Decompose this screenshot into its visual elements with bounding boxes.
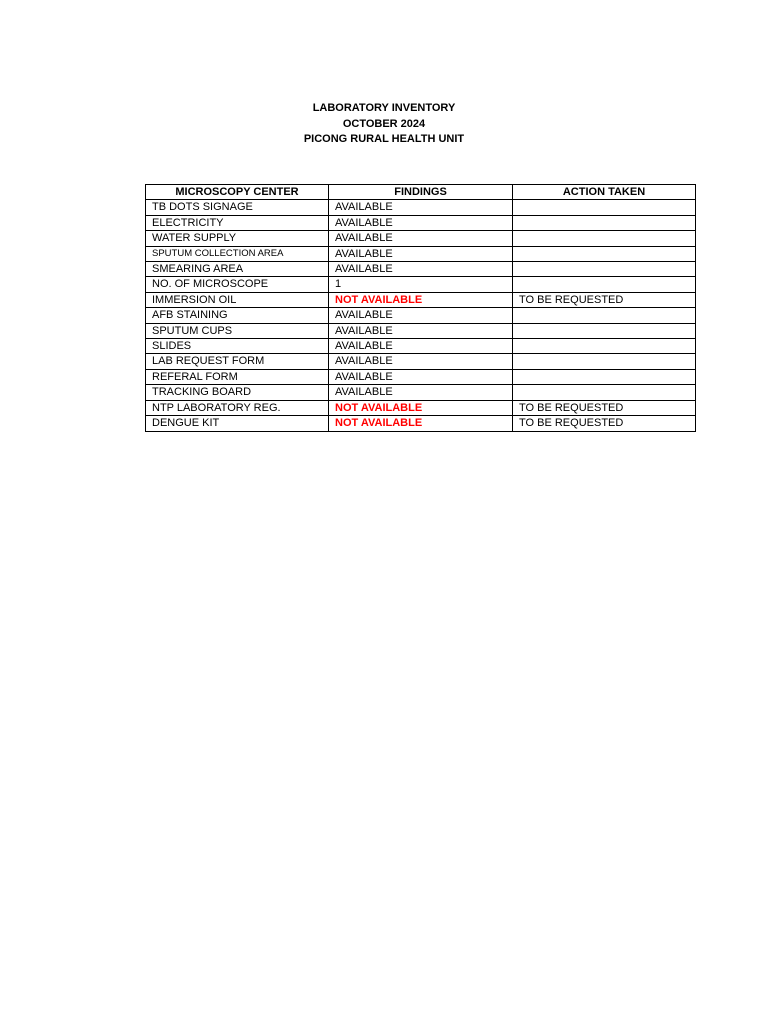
finding-cell: AVAILABLE [329, 262, 513, 277]
finding-cell: AVAILABLE [329, 323, 513, 338]
action-cell [513, 215, 696, 230]
action-cell [513, 369, 696, 384]
item-cell: SPUTUM COLLECTION AREA [146, 246, 329, 261]
finding-cell: AVAILABLE [329, 215, 513, 230]
table-row [146, 215, 696, 230]
item-cell: DENGUE KIT [146, 416, 329, 431]
item-cell: IMMERSION OIL [146, 292, 329, 307]
document-header [0, 101, 768, 148]
action-cell [513, 262, 696, 277]
column-header-action-taken: ACTION TAKEN [513, 185, 696, 200]
finding-cell-not-available: NOT AVAILABLE [329, 400, 513, 415]
header-facility: PICONG RURAL HEALTH UNIT [303, 133, 465, 145]
item-cell: ELECTRICITY [146, 215, 329, 230]
finding-cell: AVAILABLE [329, 246, 513, 261]
item-cell: SMEARING AREA [146, 262, 329, 277]
table-row [146, 323, 696, 338]
action-cell: TO BE REQUESTED [513, 416, 696, 431]
table-row [146, 292, 696, 307]
header-title: LABORATORY INVENTORY [312, 102, 456, 114]
finding-cell: AVAILABLE [329, 308, 513, 323]
table-row [146, 246, 696, 261]
item-cell: WATER SUPPLY [146, 231, 329, 246]
item-cell: TB DOTS SIGNAGE [146, 200, 329, 215]
finding-cell-not-available: NOT AVAILABLE [329, 416, 513, 431]
item-cell: LAB REQUEST FORM [146, 354, 329, 369]
table-header-row [146, 185, 696, 200]
action-cell [513, 323, 696, 338]
finding-cell: 1 [329, 277, 513, 292]
table-row [146, 369, 696, 384]
finding-cell: AVAILABLE [329, 339, 513, 354]
table-row [146, 416, 696, 431]
action-cell: TO BE REQUESTED [513, 400, 696, 415]
finding-cell-not-available: NOT AVAILABLE [329, 292, 513, 307]
action-cell [513, 385, 696, 400]
action-cell [513, 200, 696, 215]
table-row [146, 277, 696, 292]
table-row [146, 262, 696, 277]
action-cell [513, 277, 696, 292]
table-row [146, 308, 696, 323]
item-cell: AFB STAINING [146, 308, 329, 323]
table-row [146, 339, 696, 354]
header-period: OCTOBER 2024 [342, 117, 426, 130]
table-row [146, 231, 696, 246]
table-row [146, 400, 696, 415]
item-cell: SPUTUM CUPS [146, 323, 329, 338]
finding-cell: AVAILABLE [329, 231, 513, 246]
item-cell: SLIDES [146, 339, 329, 354]
table-row [146, 200, 696, 215]
finding-cell: AVAILABLE [329, 369, 513, 384]
finding-cell: AVAILABLE [329, 200, 513, 215]
action-cell [513, 339, 696, 354]
inventory-table [145, 184, 696, 432]
table-row [146, 354, 696, 369]
action-cell: TO BE REQUESTED [513, 292, 696, 307]
item-cell: TRACKING BOARD [146, 385, 329, 400]
finding-cell: AVAILABLE [329, 385, 513, 400]
action-cell [513, 246, 696, 261]
item-cell: REFERAL FORM [146, 369, 329, 384]
item-cell: NO. OF MICROSCOPE [146, 277, 329, 292]
action-cell [513, 231, 696, 246]
finding-cell: AVAILABLE [329, 354, 513, 369]
action-cell [513, 308, 696, 323]
column-header-findings: FINDINGS [329, 185, 513, 200]
table-row [146, 385, 696, 400]
column-header-microscopy-center: MICROSCOPY CENTER [146, 185, 329, 200]
action-cell [513, 354, 696, 369]
item-cell: NTP LABORATORY REG. [146, 400, 329, 415]
